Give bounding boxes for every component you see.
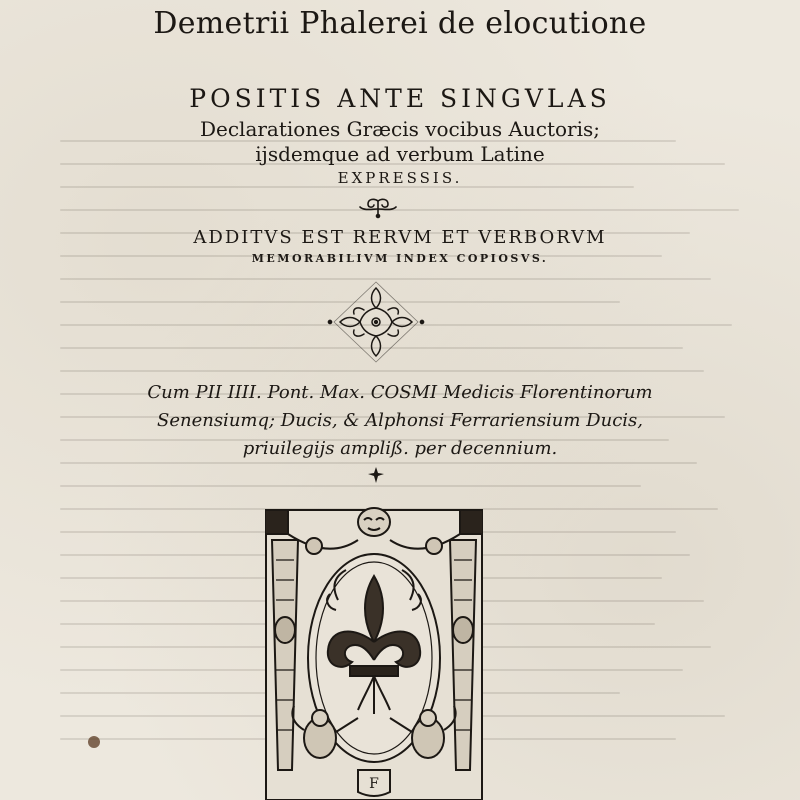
subtitle-line-2: Declarationes Græcis vocibus Auctoris; — [199, 117, 601, 141]
fleuron-icon — [356, 197, 400, 219]
cross-ornament-icon — [366, 466, 386, 484]
privilege-line-2: Senensiumq; Ducis, & Alphonsi Ferrariensium Ducis, — [157, 410, 643, 431]
index-line-2: MEMORABILIVM INDEX COPIOSVS. — [251, 252, 549, 265]
subtitle-line-1: POSITIS ANTE SINGVLAS — [189, 84, 611, 113]
subtitle-line-4: EXPRESSIS. — [337, 169, 463, 187]
device-letter: F — [369, 776, 379, 792]
privilege-line-3: priuilegijs ampliß. per decennium. — [242, 438, 558, 459]
book-title: Demetrii Phalerei de elocutione — [153, 6, 647, 41]
index-line-1: ADDITVS EST RERVM ET VERBORVM — [193, 227, 607, 248]
privilege-line-1: Cum PII IIII. Pont. Max. COSMI Medicis Florentinorum — [147, 382, 653, 403]
lozenge-ornament-icon — [326, 280, 426, 364]
printers-device-icon — [258, 500, 490, 800]
ink-stain — [88, 736, 100, 748]
subtitle-line-3: ijsdemque ad verbum Latine — [255, 142, 545, 166]
